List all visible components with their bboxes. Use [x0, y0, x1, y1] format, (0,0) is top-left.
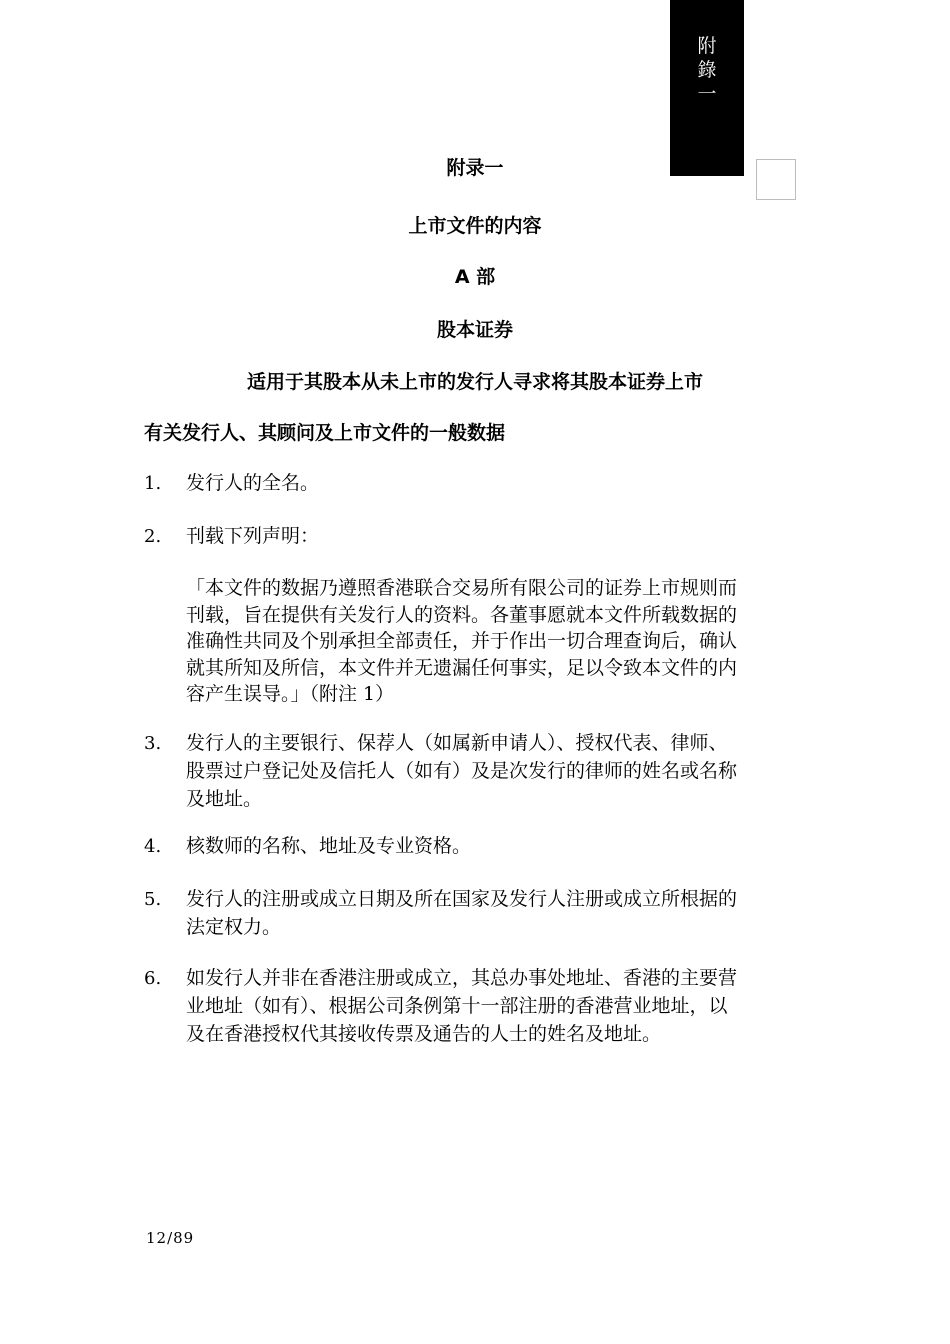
side-tab-char: 錄 — [697, 59, 717, 81]
item-line: 核数师的名称、地址及专业资格。 — [186, 835, 472, 857]
statement-line: 容产生误导。」（附注 1） — [186, 683, 395, 705]
item-line: 及地址。 — [186, 788, 263, 810]
document-subject-title: 上市文件的内容 — [408, 215, 542, 237]
item-number: 5. — [144, 889, 162, 910]
list-item — [186, 522, 786, 550]
side-tab-char: 一 — [697, 83, 717, 105]
item-number: 3. — [144, 733, 162, 754]
item-line: 发行人的主要银行、保荐人（如属新申请人）、授权代表、律师、 — [186, 732, 728, 754]
appendix-side-tab — [670, 0, 744, 176]
item-number: 4. — [144, 836, 162, 857]
item-line: 发行人的全名。 — [186, 472, 320, 494]
item-line: 法定权力。 — [186, 916, 282, 938]
section-heading: 有关发行人、其顾问及上市文件的一般数据 — [144, 422, 506, 444]
list-item — [186, 964, 786, 1048]
item-line: 如发行人并非在香港注册或成立，其总办事处地址、香港的主要营 — [186, 967, 738, 989]
statement-line: 就其所知及所信，本文件并无遗漏任何事实，足以令致本文件的内 — [186, 656, 738, 679]
category-title: 股本证券 — [436, 319, 513, 341]
list-item — [186, 469, 786, 497]
item-number: 2. — [144, 526, 162, 547]
statement-line: 「本文件的数据乃遵照香港联合交易所有限公司的证券上市规则而 — [186, 577, 738, 599]
item-number: 1. — [144, 473, 162, 494]
appendix-title: 附录一 — [446, 157, 504, 179]
item-line: 股票过户登记处及信托人（如有）及是次发行的律师的姓名或名称 — [186, 760, 738, 782]
list-item — [186, 832, 786, 860]
page-number: 12/89 — [146, 1229, 195, 1247]
item-line: 刊载下列声明： — [186, 525, 320, 547]
part-title: A 部 — [454, 266, 496, 288]
item-line: 业地址（如有）、根据公司条例第十一部注册的香港营业地址，以 — [186, 995, 728, 1017]
scope-title: 适用于其股本从未上市的发行人寻求将其股本证券上市 — [246, 371, 703, 393]
list-item — [186, 885, 786, 941]
statement-line: 准确性共同及个别承担全部责任，并于作出一切合理查询后，确认 — [186, 630, 738, 652]
statement-line: 刊载，旨在提供有关发行人的资料。各董事愿就本文件所载数据的 — [186, 603, 738, 626]
side-tab-char: 附 — [697, 35, 717, 57]
required-statement — [186, 575, 786, 708]
item-number: 6. — [144, 968, 162, 989]
list-item — [186, 729, 786, 813]
item-line: 及在香港授权代其接收传票及通告的人士的姓名及地址。 — [186, 1023, 662, 1045]
item-line: 发行人的注册或成立日期及所在国家及发行人注册或成立所根据的 — [186, 888, 738, 910]
